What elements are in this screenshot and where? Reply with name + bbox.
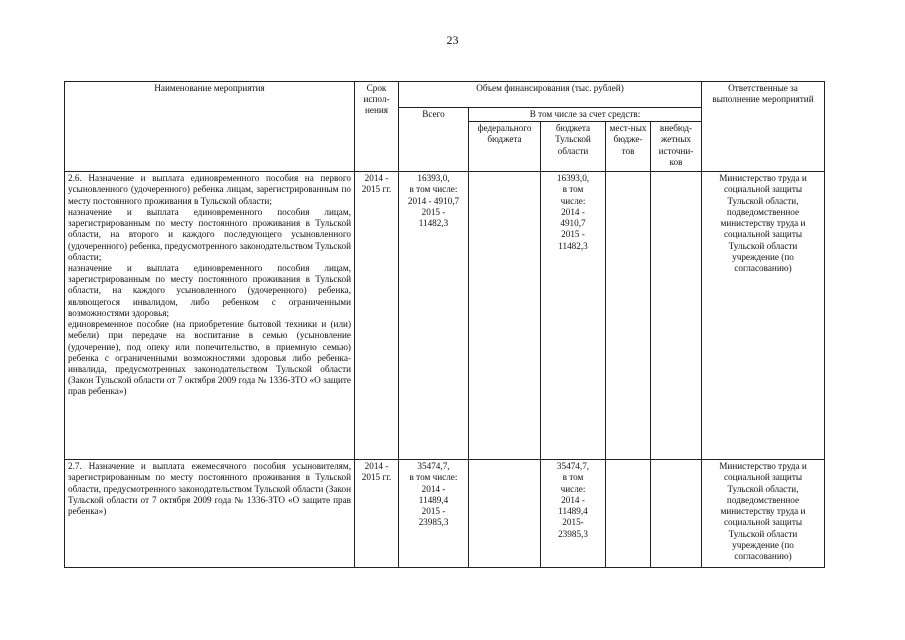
total-line: 35474,7,: [417, 461, 450, 472]
total-line: в том числе:: [409, 184, 458, 195]
total-line: 2015 -: [421, 506, 446, 517]
header-name: Наименование мероприятия: [65, 82, 355, 172]
regional-cell: [541, 460, 606, 568]
total-line: 11489,4: [418, 494, 449, 505]
regional-line: в том: [562, 472, 584, 483]
regional-cell: [541, 172, 606, 460]
regional-line: 2014 -: [561, 206, 585, 217]
regional-line: 35474,7,: [556, 461, 590, 472]
header-responsible: Ответственные за выполнение мероприятий: [702, 82, 825, 172]
page-number: 23: [446, 33, 459, 47]
measure-paragraph: 2.7. Назначение и выплата ежемесячного пособия усыновителям, зарегистрированным по месту постоянного проживания в Тульской области, предусмотренного законодательством Тульской области (Закон Тульской области от 7 октября 2009 года № 1336-ЗТО «О защите прав ребенка»): [68, 461, 351, 517]
local-cell: [606, 172, 651, 460]
federal-cell: [469, 460, 541, 568]
total-line: 2014 - 4910,7: [407, 195, 460, 206]
regional-line: 2014 -: [561, 494, 585, 505]
header-term: Срок испол-нения: [355, 82, 399, 172]
header-extrabudget: внебюд-жетных источни-ков: [651, 122, 702, 172]
measure-name-cell: [65, 172, 355, 460]
responsible-cell: Министерство труда и социальной защиты Тульской области, подведомственное министерству труда и социальной защиты Тульской области учреждение (по согласованию): [702, 460, 825, 568]
regional-line: 23985,3: [558, 528, 588, 539]
total-cell: [399, 460, 469, 568]
total-line: 16393,0,: [417, 173, 450, 184]
table-row: [65, 460, 825, 568]
header-including: В том числе за счет средств:: [469, 108, 702, 122]
regional-line: числе:: [560, 483, 586, 494]
term-cell: 2014 - 2015 гг.: [355, 460, 399, 568]
responsible-cell: Министерство труда и социальной защиты Тульской области, подведомственное министерству труда и социальной защиты Тульской области учреждение (по согласованию): [702, 172, 825, 460]
total-line: 23985,3: [418, 517, 449, 528]
total-line: 2015 -: [421, 206, 446, 217]
measure-paragraph: 2.6. Назначение и выплата единовременного пособия на первого усыновленного (удочеренного) ребенка лицам, зарегистрированным по месту постоянного проживания в Тульской области;: [68, 173, 351, 206]
term-cell: 2014 - 2015 гг.: [355, 172, 399, 460]
federal-cell: [469, 172, 541, 460]
regional-line: 4910,7: [560, 218, 586, 229]
regional-line: 11482,3: [558, 240, 588, 251]
regional-line: 2015 -: [561, 229, 585, 240]
table-row: [65, 172, 825, 460]
regional-line: числе:: [560, 195, 586, 206]
total-cell: [399, 172, 469, 460]
regional-line: 2015-: [562, 517, 584, 528]
financing-table: [64, 81, 825, 568]
regional-line: в том: [562, 184, 584, 195]
total-line: в том числе:: [409, 472, 458, 483]
header-federal: федерального бюджета: [469, 122, 541, 172]
regional-line: 16393,0,: [556, 173, 590, 184]
local-cell: [606, 460, 651, 568]
header-financing: Объем финансирования (тыс. рублей): [399, 82, 702, 108]
extrabudget-cell: [651, 172, 702, 460]
regional-line: 11489,4: [558, 506, 588, 517]
measure-paragraph: назначение и выплата единовременного пособия лицам, зарегистрированным по месту постоянного проживания в Тульской области, на второго и каждого последующего усыновленного (удочеренного) ребенка, предусмотренного законодательством Тульской области;: [68, 206, 351, 262]
header-local: мест-ных бюдже-тов: [606, 122, 651, 172]
header-total: Всего: [399, 108, 469, 172]
measure-paragraph: назначение и выплата единовременного пособия лицам, зарегистрированным по месту постоянного проживания в Тульской области, на каждого усыновленного (удочеренного) ребенка, являющегося инвалидом, либо ребенком с ограниченными возможностями здоровья;: [68, 262, 351, 318]
measure-paragraph: единовременное пособие (на приобретение бытовой техники и (или) мебели) при передаче на воспитание в семью (усыновление (удочерение), под опеку или попечительство, в приемную семью) ребенка с ограниченными возможностями здоровья либо ребенка-инвалида, предусмотренных законодательством Тульской области (Закон Тульской области от 7 октября 2009 года № 1336-ЗТО «О защите прав ребенка»): [68, 319, 351, 397]
header-regional: бюджета Тульской области: [541, 122, 606, 172]
total-line: 11482,3: [418, 218, 449, 229]
total-line: 2014 -: [421, 483, 446, 494]
extrabudget-cell: [651, 460, 702, 568]
measure-name-cell: [65, 460, 355, 568]
